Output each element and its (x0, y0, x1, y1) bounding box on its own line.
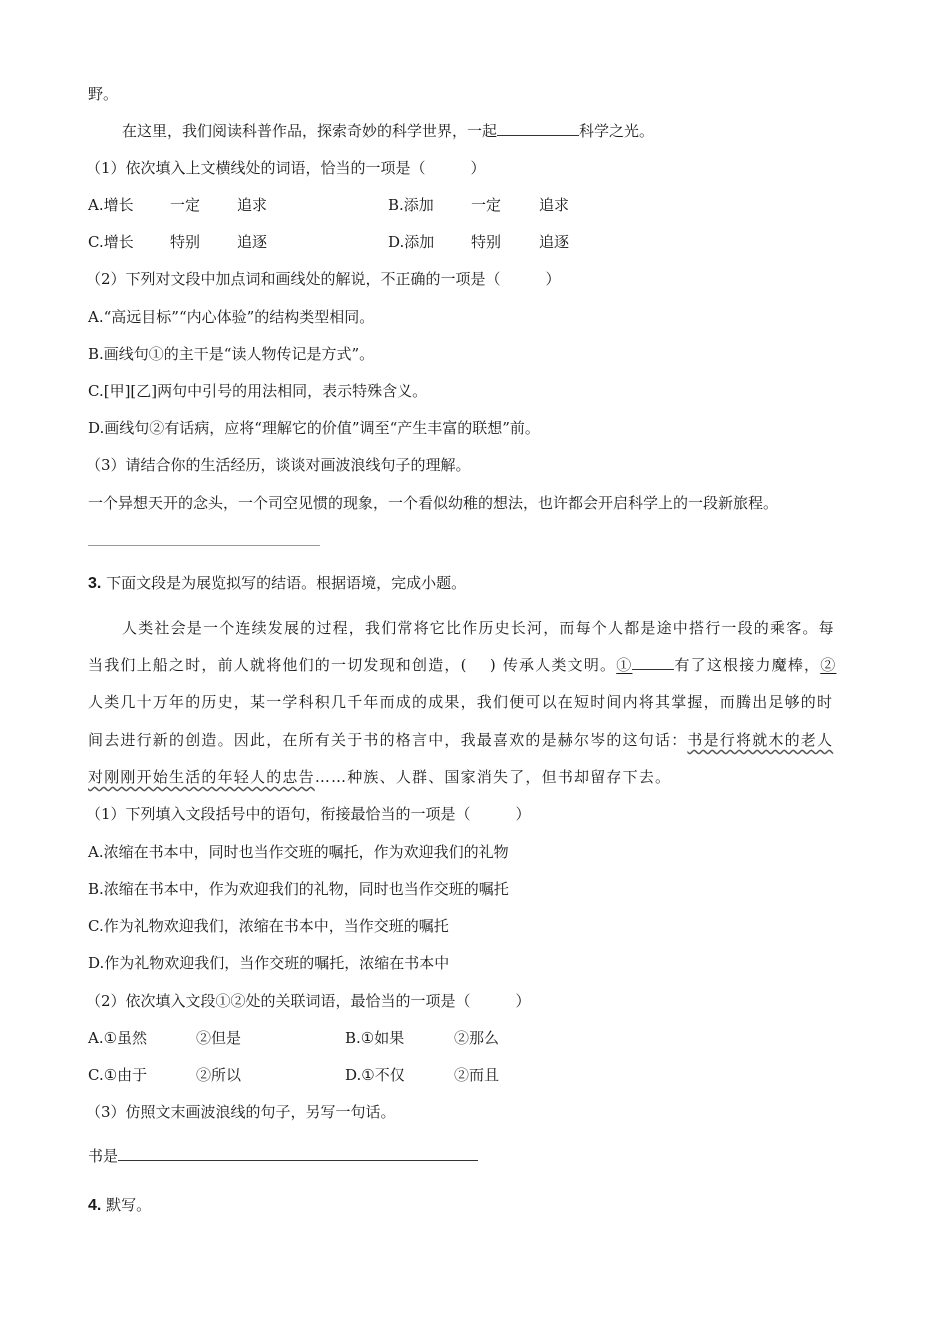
option-word: ②而且 (454, 1066, 500, 1084)
marker-2: ② (820, 656, 837, 674)
option-word: 追求 (237, 196, 268, 214)
paragraph-end: 野。 (88, 85, 119, 103)
option-word: 特别 (471, 233, 502, 251)
wavy-underlined-text: 书是行将就木的老人 (687, 731, 834, 749)
option-word: ②所以 (196, 1066, 242, 1084)
fill-blank[interactable] (497, 121, 579, 136)
q3-heading (88, 573, 466, 594)
wavy-underlined-text: 对刚刚开始生活的年轻人的忠告 (88, 768, 315, 786)
option-word: ②那么 (454, 1029, 500, 1047)
q3-passage-line-4 (88, 730, 833, 750)
paragraph-text: 在这里，我们阅读科普作品，探索奇妙的科学世界，一起 (122, 122, 498, 140)
answer-prefix: 书是 (88, 1147, 119, 1165)
q3-sub1-option-b[interactable]: B.浓缩在书本中，作为欢迎我们的礼物，同时也当作交班的嘱托 (88, 880, 509, 898)
q3-sub3-answer (88, 1146, 478, 1166)
q2-sub3-quote: 一个异想天开的念头，一个司空见惯的现象，一个看似幼稚的想法，也许都会开启科学上的一段新旅程。 (88, 494, 779, 512)
q3-sub1-option-a[interactable]: A.浓缩在书本中，同时也当作交班的嘱托，作为欢迎我们的礼物 (88, 843, 509, 861)
q3-sub1-option-c[interactable]: C.作为礼物欢迎我们，浓缩在书本中，当作交班的嘱托 (88, 917, 449, 935)
question-title: 默写。 (106, 1196, 152, 1214)
option-word: 一定 (170, 196, 201, 214)
option-label: B.①如果 (345, 1029, 405, 1047)
passage-text: 当我们上船之时，前人就将他们的一切发现和创造，( ) 传承人类文明。 (88, 656, 617, 674)
q2-sub2-option-b[interactable]: B.画线句①的主干是“读人物传记是方式”。 (88, 345, 375, 363)
marker-1: ① (616, 656, 633, 674)
q4-heading (88, 1195, 151, 1216)
q3-passage-line-5 (88, 767, 671, 787)
q2-sub3-stem: （3）请结合你的生活经历，谈谈对画波浪线句子的理解。 (86, 456, 471, 474)
q3-sub2-stem: （2）依次填入文段①②处的关联词语，最恰当的一项是（ ） (86, 992, 531, 1010)
paragraph-last (122, 121, 654, 141)
option-label: C.增长 (88, 233, 134, 251)
q2-sub2-option-d[interactable]: D.画线句②有话病，应将“理解它的价值”调至“产生丰富的联想”前。 (88, 419, 540, 437)
option-label: D.①不仅 (345, 1066, 405, 1084)
option-word: 追逐 (237, 233, 268, 251)
passage-text: 间去进行新的创造。因此，在所有关于书的格言中，我最喜欢的是赫尔岑的这句话： (88, 731, 688, 749)
option-word: 追逐 (539, 233, 570, 251)
q3-passage-line-3: 人类几十万年的历史，某一学科积几千年而成的成果，我们便可以在短时间内将其掌握，而腾出足够的时 (88, 693, 834, 711)
q2-sub1-stem: （1）依次填入上文横线处的词语，恰当的一项是（ ） (86, 159, 486, 177)
passage-text: 有了这根接力魔棒， (674, 656, 821, 674)
passage-text: ……种族、人群、国家消失了，但书却留存下去。 (314, 768, 672, 786)
option-label: B.添加 (388, 196, 434, 214)
blank-1[interactable] (632, 655, 674, 670)
answer-line[interactable] (88, 545, 320, 546)
q2-sub2-option-a[interactable]: A.“高远目标”“内心体验”的结构类型相同。 (88, 308, 375, 326)
q2-sub2-stem: （2）下列对文段中加点词和画线处的解说，不正确的一项是（ ） (86, 270, 561, 288)
question-title: 下面文段是为展览拟写的结语。根据语境，完成小题。 (106, 574, 467, 592)
answer-blank[interactable] (118, 1146, 478, 1161)
option-word: 追求 (539, 196, 570, 214)
question-number: 4. (88, 1197, 102, 1214)
q3-passage-line-1: 人类社会是一个连续发展的过程，我们常将它比作历史长河，而每个人都是途中搭行一段的乘客。每 (122, 619, 835, 637)
q3-sub1-stem: （1）下列填入文段括号中的语句，衔接最恰当的一项是（ ） (86, 805, 531, 823)
option-label: A.①虽然 (88, 1029, 148, 1047)
option-word: 特别 (170, 233, 201, 251)
option-label: C.①由于 (88, 1066, 148, 1084)
q2-sub2-option-c[interactable]: C.[甲][乙]两句中引号的用法相同，表示特殊含义。 (88, 382, 428, 400)
q3-sub1-option-d[interactable]: D.作为礼物欢迎我们，当作交班的嘱托，浓缩在书本中 (88, 954, 450, 972)
option-word: ②但是 (196, 1029, 242, 1047)
option-label: A.增长 (88, 196, 134, 214)
question-number: 3. (88, 575, 102, 592)
option-word: 一定 (471, 196, 502, 214)
q3-passage-line-2 (88, 655, 836, 675)
paragraph-text-tail: 科学之光。 (579, 122, 655, 140)
option-label: D.添加 (388, 233, 435, 251)
q3-sub3-stem: （3）仿照文末画波浪线的句子，另写一句话。 (86, 1103, 396, 1121)
